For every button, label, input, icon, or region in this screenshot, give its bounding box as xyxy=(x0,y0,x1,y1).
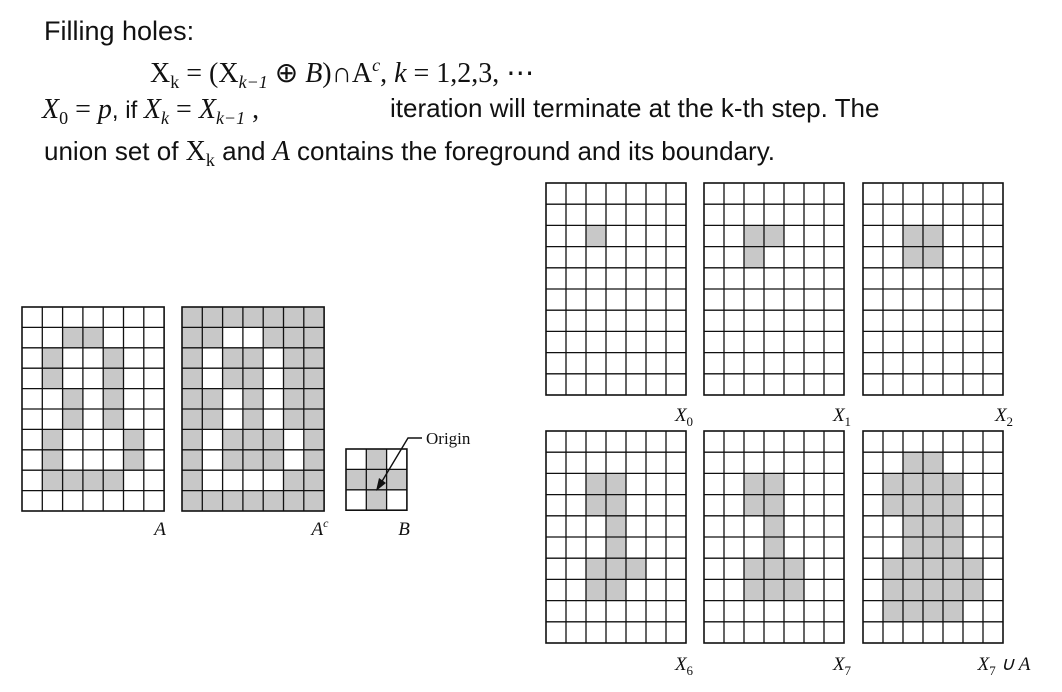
formula-prev-sub: k−1 xyxy=(238,72,268,92)
grid-cell-filled xyxy=(284,409,304,429)
grid-cell-filled xyxy=(42,470,62,490)
grid-cell-filled xyxy=(923,473,943,494)
panel-label: $X_0$ xyxy=(674,405,694,429)
grid-cell-filled xyxy=(387,469,407,489)
grid-cell-filled xyxy=(784,579,804,600)
grid-cell-filled xyxy=(182,368,202,388)
grid-cell-filled xyxy=(182,348,202,368)
grid-cell-filled xyxy=(963,558,983,579)
grid-cell-filled xyxy=(182,450,202,470)
line3-a: A xyxy=(272,136,290,167)
grid-cell-filled xyxy=(243,409,263,429)
grid-cell-filled xyxy=(903,225,923,246)
formula-range: = 1,2,3, ⋯ xyxy=(406,58,535,89)
grid-cell-filled xyxy=(63,389,83,409)
grid-cell-filled xyxy=(284,368,304,388)
line2-xk1-sub: k−1 xyxy=(215,108,246,128)
grid-cell-filled xyxy=(764,579,784,600)
grid-cell-filled xyxy=(263,307,283,327)
grid-cell-filled xyxy=(243,307,263,327)
grid-cell-filled xyxy=(223,348,243,368)
grid-cell-filled xyxy=(744,579,764,600)
heading: Filling holes: xyxy=(44,16,195,46)
grid-cell-filled xyxy=(764,516,784,537)
formula-eq: = (X xyxy=(179,58,239,89)
grid-cell-filled xyxy=(764,537,784,558)
grid-cell-filled xyxy=(304,307,324,327)
grid-cell-filled xyxy=(923,516,943,537)
grid-X1 xyxy=(704,183,851,429)
formula-k: k xyxy=(394,58,407,89)
grid-cell-filled xyxy=(586,558,606,579)
line2-x0-sub: 0 xyxy=(59,108,69,128)
grid-cell-filled xyxy=(903,452,923,473)
grid-cell-filled xyxy=(284,307,304,327)
line2-comma: , xyxy=(245,94,260,125)
grid-cell-filled xyxy=(223,307,243,327)
grid-cell-filled xyxy=(606,495,626,516)
formula xyxy=(150,55,534,92)
grid-cell-filled xyxy=(182,327,202,347)
grid-cell-filled xyxy=(284,348,304,368)
grid-cell-filled xyxy=(943,495,963,516)
formula-tail: , xyxy=(380,58,395,89)
grid-cell-filled xyxy=(124,429,144,449)
grid-cell-filled xyxy=(42,348,62,368)
grid-cell-filled xyxy=(304,491,324,511)
grid-cell-filled xyxy=(744,247,764,268)
grid-cell-filled xyxy=(903,473,923,494)
grid-cell-filled xyxy=(83,470,103,490)
grid-X7-union-A xyxy=(863,431,1031,678)
grid-cell-filled xyxy=(263,327,283,347)
grid-X7 xyxy=(704,431,852,678)
grid-cell-filled xyxy=(606,579,626,600)
formula-lhs-sub: k xyxy=(170,72,180,92)
grid-cell-filled xyxy=(304,389,324,409)
line3-pre: union set of xyxy=(44,136,186,166)
grid-cell-filled xyxy=(784,558,804,579)
grid-cell-filled xyxy=(304,409,324,429)
grid-cell-filled xyxy=(606,473,626,494)
grid-cell-filled xyxy=(223,429,243,449)
grid-cell-filled xyxy=(243,348,263,368)
grid-cell-filled xyxy=(182,389,202,409)
grid-cell-filled xyxy=(883,558,903,579)
grid-cell-filled xyxy=(124,450,144,470)
line3-x: X xyxy=(185,136,206,167)
grid-cell-filled xyxy=(943,579,963,600)
grid-cell-filled xyxy=(883,579,903,600)
grid-cell-filled xyxy=(366,449,386,469)
grid-cell-filled xyxy=(243,450,263,470)
panel-label: $A^c$ xyxy=(311,516,329,540)
grid-cell-filled xyxy=(182,429,202,449)
panel-label: $X_6$ xyxy=(674,654,694,678)
grid-cell-filled xyxy=(284,327,304,347)
grid-cell-filled xyxy=(923,537,943,558)
grid-cell-filled xyxy=(903,601,923,622)
grid-cell-filled xyxy=(304,470,324,490)
grid-cell-filled xyxy=(764,225,784,246)
grid-cell-filled xyxy=(103,348,123,368)
grid-cell-filled xyxy=(586,579,606,600)
grid-cell-filled xyxy=(304,429,324,449)
panel-label: $X_7$ xyxy=(832,654,852,678)
grid-cell-filled xyxy=(366,490,386,510)
formula-b: B xyxy=(305,58,323,89)
grid-cell-filled xyxy=(182,409,202,429)
grid-cell-filled xyxy=(586,495,606,516)
grid-cell-filled xyxy=(223,450,243,470)
grid-cell-filled xyxy=(346,469,366,489)
line2-math xyxy=(41,94,259,128)
grid-cell-filled xyxy=(883,601,903,622)
line2-x0: X xyxy=(42,94,60,125)
grid-cell-filled xyxy=(586,473,606,494)
grid-cell-filled xyxy=(923,452,943,473)
grid-cell-filled xyxy=(903,516,923,537)
grid-cell-filled xyxy=(63,327,83,347)
grid-B-structuring-element xyxy=(346,449,410,540)
grid-cell-filled xyxy=(764,558,784,579)
grid-cell-filled xyxy=(284,389,304,409)
grid-cell-filled xyxy=(263,450,283,470)
grid-cell-filled xyxy=(606,558,626,579)
grid-cell-filled xyxy=(223,491,243,511)
grid-cell-filled xyxy=(903,247,923,268)
grid-cell-filled xyxy=(243,429,263,449)
grid-cell-filled xyxy=(63,470,83,490)
line3-and: and xyxy=(214,136,273,166)
grid-cell-filled xyxy=(923,225,943,246)
grid-cell-filled xyxy=(943,558,963,579)
grid-cell-filled xyxy=(304,348,324,368)
grid-cell-filled xyxy=(284,470,304,490)
line2-rest: iteration will terminate at the k-th step. The xyxy=(390,93,880,123)
grid-cell-filled xyxy=(103,470,123,490)
line2-if: , if xyxy=(111,97,144,124)
grid-cell-filled xyxy=(943,516,963,537)
grid-cell-filled xyxy=(923,601,943,622)
grid-cell-filled xyxy=(243,368,263,388)
line2-p: p xyxy=(97,94,112,125)
line2-eq-p: = xyxy=(68,94,98,125)
grid-A-complement xyxy=(182,307,329,540)
grid-cell-filled xyxy=(923,579,943,600)
grid-cell-filled xyxy=(182,491,202,511)
grid-X0 xyxy=(546,183,693,429)
grid-A xyxy=(22,307,166,540)
grid-cell-filled xyxy=(764,495,784,516)
grid-cell-filled xyxy=(42,429,62,449)
grid-cell-filled xyxy=(943,473,963,494)
panel-label: B xyxy=(398,519,410,540)
line2-xk: X xyxy=(143,94,162,125)
formula-op: ⊕ xyxy=(267,58,306,89)
grid-cell-filled xyxy=(263,429,283,449)
grid-cell-filled xyxy=(223,368,243,388)
grid-X2 xyxy=(863,183,1013,429)
grid-cell-filled xyxy=(63,409,83,429)
grid-cell-filled xyxy=(903,558,923,579)
formula-cap: )∩A xyxy=(322,58,373,89)
grid-cell-filled xyxy=(744,558,764,579)
grid-cell-filled xyxy=(42,450,62,470)
grid-cell-filled xyxy=(883,495,903,516)
grid-cell-filled xyxy=(903,579,923,600)
grid-cell-filled xyxy=(903,537,923,558)
grid-cell-filled xyxy=(42,368,62,388)
grid-cell-filled xyxy=(606,537,626,558)
line3-rest: contains the foreground and its boundary. xyxy=(289,136,776,166)
grid-cell-filled xyxy=(606,516,626,537)
line2-xk1: X xyxy=(198,94,216,125)
grid-cell-filled xyxy=(304,450,324,470)
grid-cell-filled xyxy=(923,495,943,516)
panel-label: $X_7$ ∪ A xyxy=(977,654,1031,678)
grid-cell-filled xyxy=(744,495,764,516)
grid-cell-filled xyxy=(202,409,222,429)
panel-label: $X_1$ xyxy=(832,405,852,429)
grid-cell-filled xyxy=(103,368,123,388)
grid-cell-filled xyxy=(963,579,983,600)
grid-cell-filled xyxy=(263,491,283,511)
formula-lhs: X xyxy=(150,58,171,89)
origin-label: Origin xyxy=(426,429,471,448)
grid-cell-filled xyxy=(243,491,263,511)
grid-cell-filled xyxy=(883,473,903,494)
grid-cell-filled xyxy=(284,491,304,511)
grid-cell-filled xyxy=(304,368,324,388)
panel-label: $X_2$ xyxy=(994,405,1014,429)
grid-cell-filled xyxy=(903,495,923,516)
grid-cell-filled xyxy=(182,470,202,490)
line2-eq: = xyxy=(169,94,199,125)
line2-xk-sub: k xyxy=(161,108,170,128)
grid-X6 xyxy=(546,431,694,678)
grid-cell-filled xyxy=(83,327,103,347)
line3-x-sub: k xyxy=(205,150,215,170)
formula-sup: c xyxy=(372,55,381,75)
grid-cell-filled xyxy=(764,473,784,494)
grid-cell-filled xyxy=(626,558,646,579)
grid-cell-filled xyxy=(202,491,222,511)
grid-cell-filled xyxy=(202,389,222,409)
grid-cell-filled xyxy=(744,225,764,246)
grid-cell-filled xyxy=(103,409,123,429)
grid-cell-filled xyxy=(943,601,963,622)
grid-cell-filled xyxy=(304,327,324,347)
grid-cell-filled xyxy=(103,389,123,409)
grid-cell-filled xyxy=(923,558,943,579)
grid-cell-filled xyxy=(202,307,222,327)
grid-cell-filled xyxy=(202,327,222,347)
grid-cell-filled xyxy=(586,225,606,246)
grid-cell-filled xyxy=(243,389,263,409)
grid-cell-filled xyxy=(182,307,202,327)
line3 xyxy=(44,136,775,170)
grid-cell-filled xyxy=(943,537,963,558)
panel-label: A xyxy=(154,519,166,540)
grid-cell-filled xyxy=(744,473,764,494)
grid-cell-filled xyxy=(923,247,943,268)
